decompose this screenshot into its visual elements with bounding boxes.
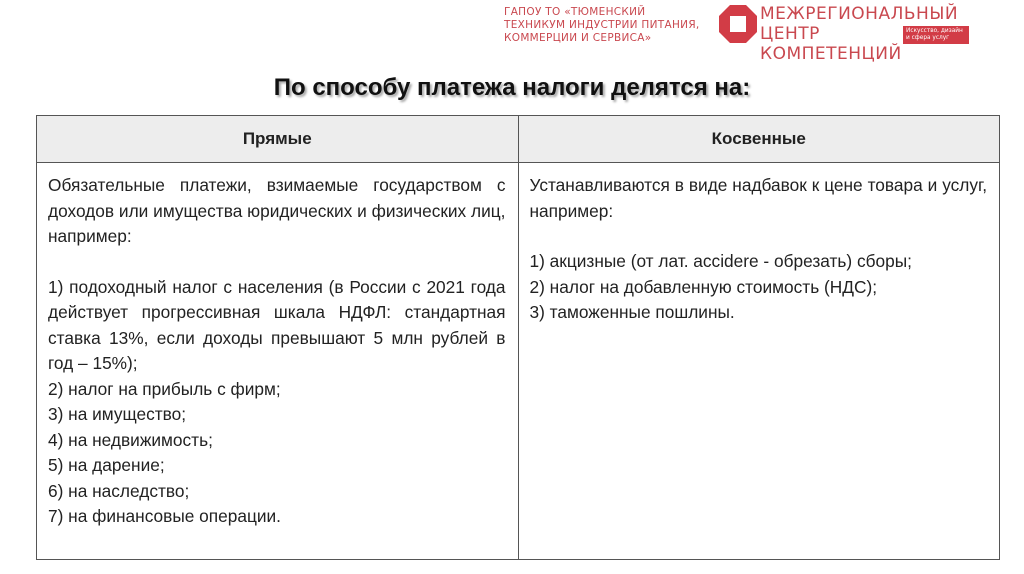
direct-cell: [37, 163, 519, 560]
direct-item: 3) на имущество;: [48, 404, 187, 424]
indirect-cell: [518, 163, 1000, 560]
direct-intro: Обязательные платежи, взимаемые государством с доходов или имущества юридических и физических лиц, например:: [48, 175, 506, 246]
header-indirect: Косвенные: [518, 116, 1000, 163]
direct-item: 7) на финансовые операции.: [48, 506, 281, 526]
header-direct: Прямые: [37, 116, 519, 163]
indirect-item: 2) налог на добавленную стоимость (НДС);: [529, 276, 877, 297]
page-title: По способу платежа налоги делятся на:: [273, 74, 751, 101]
indirect-item: 3) таможенные пошлины.: [529, 302, 735, 322]
direct-item: 5) на дарение;: [48, 455, 165, 475]
direct-item: 6) на наследство;: [48, 480, 190, 501]
direct-item: 1) подоходный налог с населения (в России с 2021 года действует прогрессивная шкала НДФЛ: стандартная ставка 13%, если доходы превышают 5 млн рублей в год – 15%);: [48, 276, 506, 373]
indirect-item: 1) акцизные (от лат. accidere - обрезать) сборы;: [529, 251, 912, 271]
mck-logo-icon: [718, 4, 758, 44]
table-row: [37, 163, 1000, 560]
mck-tagline: Искусство, дизайн и сфера услуг: [903, 26, 969, 44]
direct-item: 2) налог на прибыль с фирм;: [48, 378, 281, 399]
tax-table: [36, 115, 1000, 560]
org-name: ГАПОУ ТО «ТЮМЕНСКИЙ ТЕХНИКУМ ИНДУСТРИИ ПИТАНИЯ, КОММЕРЦИИ И СЕРВИСА»: [504, 6, 700, 44]
indirect-intro: Устанавливаются в виде надбавок к цене товара и услуг, например:: [529, 175, 987, 221]
header-logo: [504, 4, 1016, 64]
table-header-row: [37, 116, 1000, 163]
direct-item: 4) на недвижимость;: [48, 429, 213, 450]
mck-title: МЕЖРЕГИОНАЛЬНЫЙ ЦЕНТР КОМПЕТЕНЦИЙ: [760, 4, 959, 64]
